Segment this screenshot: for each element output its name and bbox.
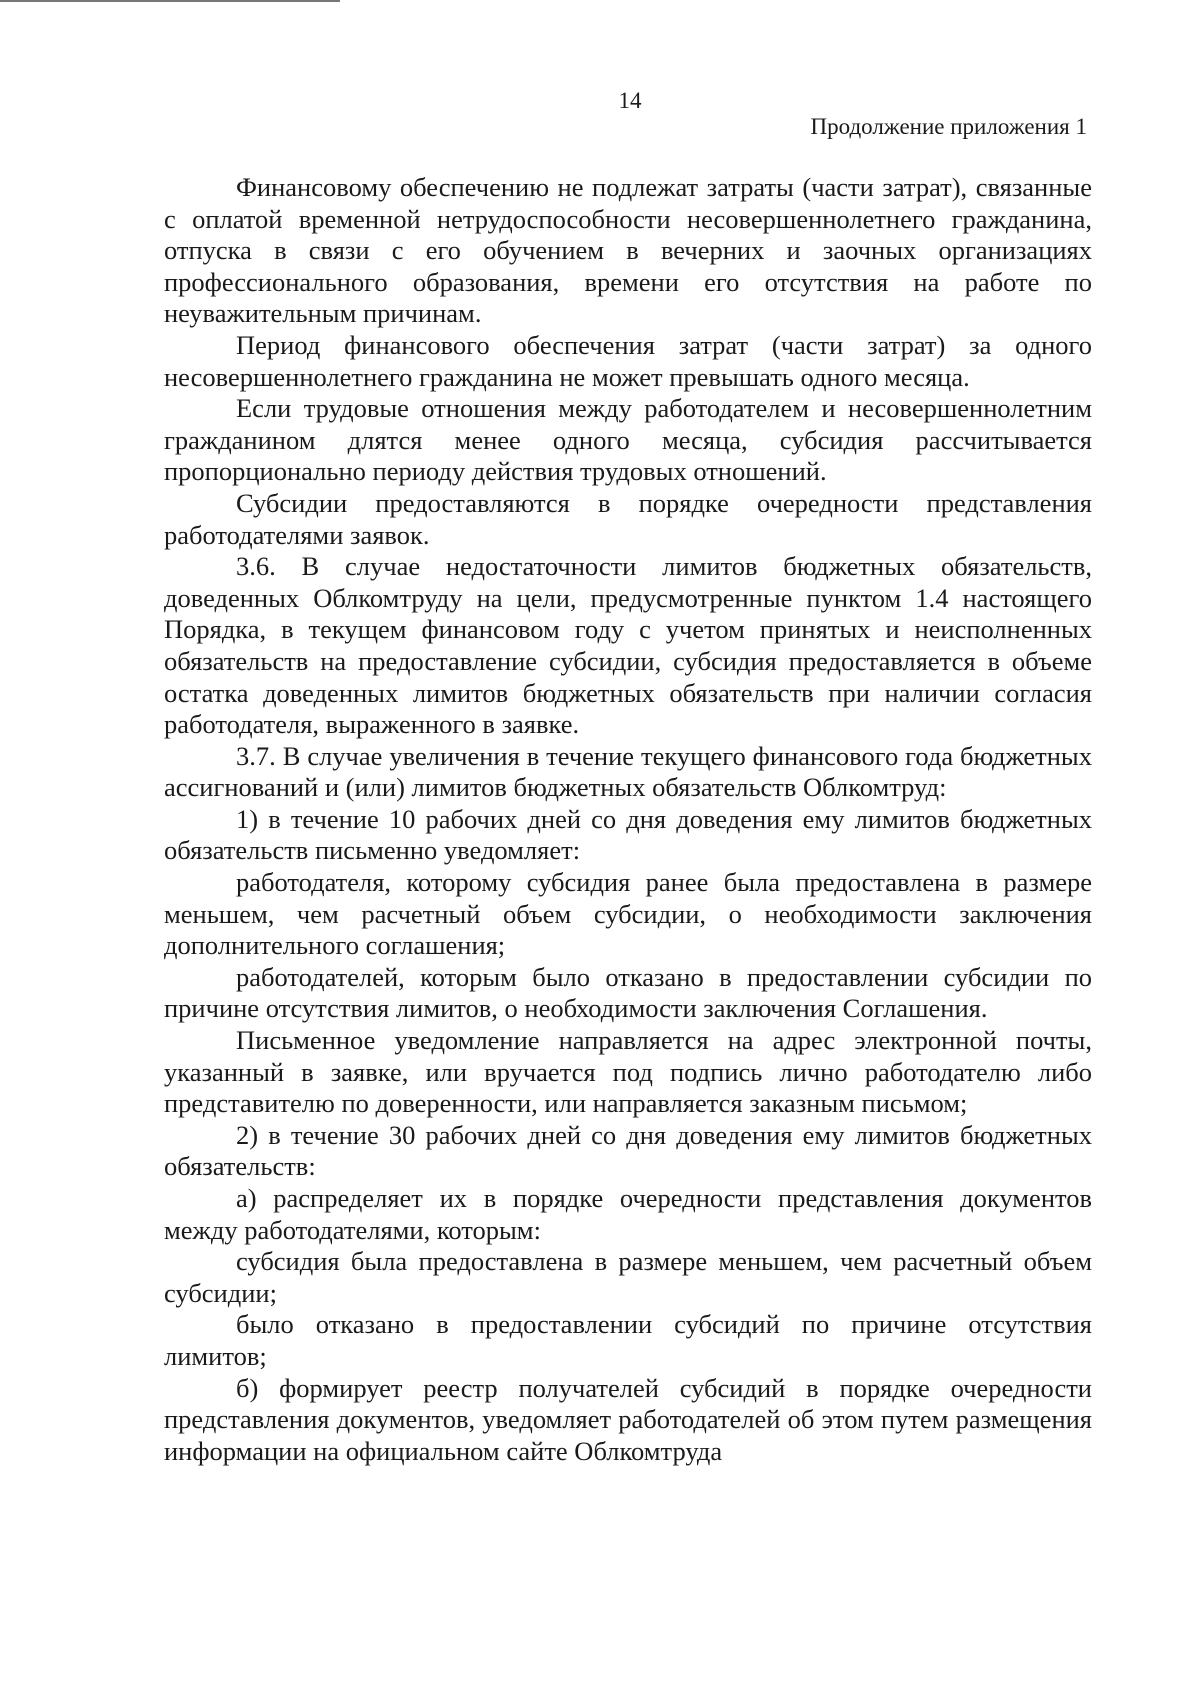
scan-edge-line bbox=[0, 0, 340, 2]
paragraph-notify-employer: работодателя, которому субсидия ранее была предоставлена в размере меньшем, чем расчетный объем субсидии, о необходимости заключения дополнительного соглашения; bbox=[164, 867, 1092, 961]
paragraph-3-7-item-2: 2) в течение 30 рабочих дней со дня доведения ему лимитов бюджетных обязательств: bbox=[164, 1119, 1092, 1182]
paragraph-written-notice: Письменное уведомление направляется на адрес электронной почты, указанный в заявке, или вручается под подпись лично работодателю либо представителю по доверенности, или направляется заказным письмом; bbox=[164, 1025, 1092, 1119]
paragraph-3-7: 3.7. В случае увеличения в течение текущего финансового года бюджетных ассигнований и (или) лимитов бюджетных обязательств Облкомтруд: bbox=[164, 740, 1092, 803]
paragraph-order-of-provision: Субсидии предоставляются в порядке очередности представления работодателями заявок. bbox=[164, 487, 1092, 550]
paragraph-3-6: 3.6. В случае недостаточности лимитов бюджетных обязательств, доведенных Облкомтруду на цели, предусмотренные пунктом 1.4 настоящего Порядка, в текущем финансовом году с учетом принятых и неисполненных обязательств на предоставление субсидии, субсидия предоставляется в объеме остатка доведенных лимитов бюджетных обязательств при наличии согласия работодателя, выраженного в заявке. bbox=[164, 551, 1092, 740]
paragraph-3-7-item-1: 1) в течение 10 рабочих дней со дня доведения ему лимитов бюджетных обязательств письменно уведомляет: bbox=[164, 803, 1092, 866]
paragraph-short-employment: Если трудовые отношения между работодателем и несовершеннолетним гражданином длятся менее одного месяца, субсидия рассчитывается пропорционально периоду действия трудовых отношений. bbox=[164, 393, 1092, 487]
document-body bbox=[164, 172, 1092, 1467]
paragraph-notify-refused: работодателей, которым было отказано в предоставлении субсидии по причине отсутствия лимитов, о необходимости заключения Соглашения. bbox=[164, 961, 1092, 1024]
page-number: 14 bbox=[618, 88, 642, 113]
paragraph-item-a-sub-1: субсидия была предоставлена в размере меньшем, чем расчетный объем субсидии; bbox=[164, 1246, 1092, 1308]
paragraph-item-a: а) распределяет их в порядке очередности представления документов между работодателями, которым: bbox=[164, 1183, 1092, 1245]
paragraph-item-b: б) формирует реестр получателей субсидий в порядке очередности представления документов, уведомляет работодателей об этом путем размещения информации на официальном сайте Облкомтруда bbox=[164, 1372, 1092, 1466]
paragraph-item-a-sub-2: было отказано в предоставлении субсидий по причине отсутствия лимитов; bbox=[164, 1309, 1092, 1371]
paragraph-non-financed-costs: Финансовому обеспечению не подлежат затраты (части затрат), связанные с оплатой временной нетрудоспособности несовершеннолетнего гражданина, отпуска в связи с его обучением в вечерних и заочных организациях профессионального образования, времени его отсутствия на работе по неуважительным причинам. bbox=[164, 172, 1092, 329]
appendix-label: Продолжение приложения 1 bbox=[810, 114, 1087, 139]
paragraph-financing-period: Период финансового обеспечения затрат (части затрат) за одного несовершеннолетнего гражданина не может превышать одного месяца. bbox=[164, 329, 1092, 392]
